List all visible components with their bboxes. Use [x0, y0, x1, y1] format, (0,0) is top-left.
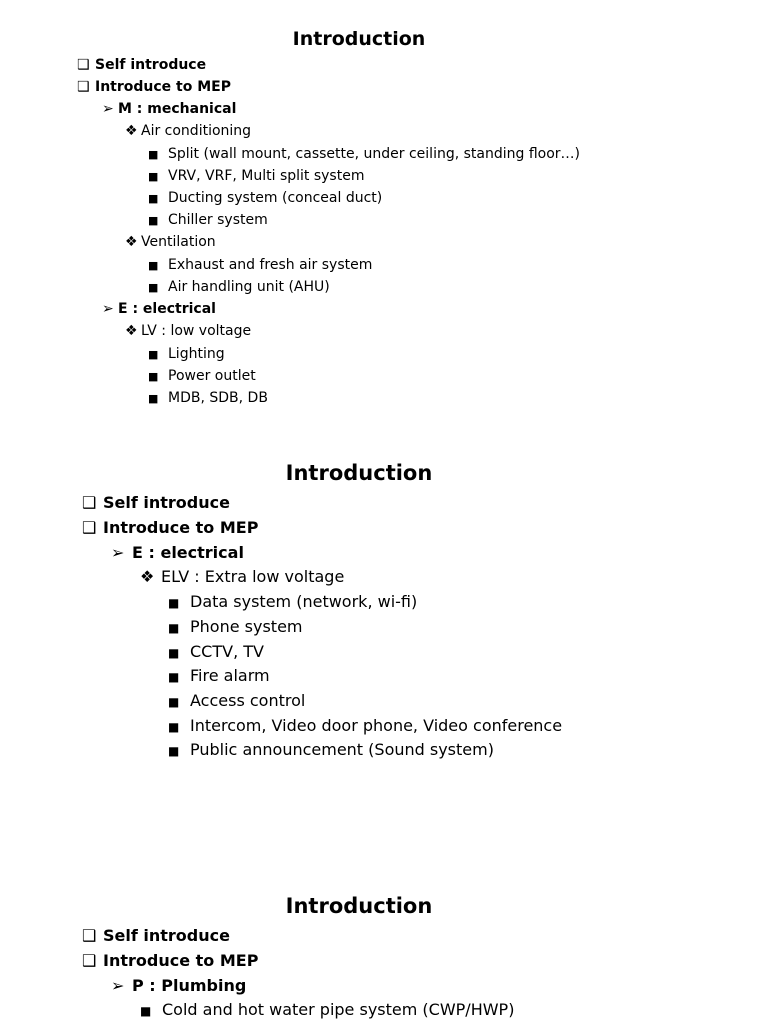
list-item-label: Phone system: [190, 617, 303, 636]
list-item-exhaust: [148, 257, 372, 273]
list-item-plumbing: [111, 976, 246, 995]
list-item-label: Air handling unit (AHU): [168, 279, 330, 295]
list-item-fire-alarm: [168, 666, 270, 685]
list-item-ahu: [148, 279, 330, 295]
list-item-low-voltage: [125, 323, 251, 339]
diamond-bullet-icon: ❖: [125, 323, 138, 339]
square-bullet-icon: ■: [168, 670, 180, 684]
slide-title: Introduction: [292, 28, 426, 50]
list-item-label: Self introduce: [103, 493, 230, 512]
checkbox-bullet-icon: ❑: [77, 79, 90, 95]
list-item-label: Cold and hot water pipe system (CWP/HWP): [162, 1000, 515, 1019]
square-bullet-icon: ■: [148, 370, 159, 383]
square-bullet-icon: ■: [168, 596, 180, 610]
list-item-mdb: [148, 390, 268, 406]
list-item-label: Self introduce: [95, 57, 207, 73]
square-bullet-icon: ■: [148, 281, 159, 294]
arrow-bullet-icon: ➢: [102, 301, 114, 317]
checkbox-bullet-icon: ❑: [82, 926, 97, 945]
square-bullet-icon: ■: [168, 720, 180, 734]
list-item-data-system: [168, 592, 417, 611]
square-bullet-icon: ■: [168, 621, 180, 635]
arrow-bullet-icon: ➢: [102, 101, 114, 117]
list-item-label: Access control: [190, 691, 306, 710]
list-item-power-outlet: [148, 368, 256, 384]
slide-title: Introduction: [285, 461, 433, 485]
list-item-label: Lighting: [168, 346, 225, 362]
list-item-public-announcement: [168, 740, 494, 759]
list-item-self-introduce: [82, 926, 230, 945]
list-item-intercom: [168, 716, 562, 735]
list-item-label: Chiller system: [168, 212, 268, 228]
diamond-bullet-icon: ❖: [125, 123, 138, 139]
list-item-ventilation: [125, 234, 216, 250]
list-item-introduce-mep: [82, 951, 258, 970]
square-bullet-icon: ■: [168, 646, 180, 660]
list-item-label: E : electrical: [132, 543, 244, 562]
list-item-label: E : electrical: [118, 301, 216, 317]
list-item-label: P : Plumbing: [132, 976, 247, 995]
list-item-lighting: [148, 346, 225, 362]
checkbox-bullet-icon: ❑: [82, 493, 97, 512]
list-item-label: Split (wall mount, cassette, under ceiling, standing floor…): [168, 146, 581, 162]
square-bullet-icon: ■: [148, 214, 159, 227]
list-item-label: Fire alarm: [190, 666, 270, 685]
list-item-air-conditioning: [125, 123, 251, 139]
list-item-label: Intercom, Video door phone, Video conference: [190, 716, 563, 735]
list-item-extra-low-voltage: [140, 567, 344, 586]
list-item-label: Introduce to MEP: [95, 79, 231, 95]
list-item-introduce-mep: [77, 79, 231, 95]
diamond-bullet-icon: ❖: [140, 567, 155, 586]
list-item-label: Ventilation: [141, 234, 216, 250]
list-item-access-control: [168, 691, 305, 710]
slide-title: Introduction: [285, 894, 433, 918]
list-item-label: Power outlet: [168, 368, 256, 384]
list-item-chiller: [148, 212, 268, 228]
list-item-self-introduce: [77, 57, 206, 73]
list-item-label: M : mechanical: [118, 101, 237, 117]
list-item-vrv: [148, 168, 364, 184]
list-item-label: ELV : Extra low voltage: [161, 567, 345, 586]
diamond-bullet-icon: ❖: [125, 234, 138, 250]
square-bullet-icon: ■: [140, 1004, 152, 1018]
list-item-label: Air conditioning: [141, 123, 252, 139]
list-item-label: LV : low voltage: [141, 323, 252, 339]
square-bullet-icon: ■: [148, 148, 159, 161]
square-bullet-icon: ■: [168, 695, 180, 709]
list-item-split: [148, 146, 580, 162]
list-item-ducting: [148, 190, 382, 206]
list-item-label: Introduce to MEP: [103, 518, 259, 537]
arrow-bullet-icon: ➢: [111, 543, 125, 562]
list-item-label: Ducting system (conceal duct): [168, 190, 383, 206]
list-item-water-pipe: [140, 1000, 514, 1019]
square-bullet-icon: ■: [148, 348, 159, 361]
list-item-self-introduce: [82, 493, 230, 512]
checkbox-bullet-icon: ❑: [82, 518, 97, 537]
list-item-electrical: [111, 543, 244, 562]
list-item-electrical: [102, 301, 216, 317]
list-item-label: MDB, SDB, DB: [168, 390, 268, 406]
checkbox-bullet-icon: ❑: [77, 57, 90, 73]
square-bullet-icon: ■: [148, 170, 159, 183]
square-bullet-icon: ■: [168, 744, 180, 758]
checkbox-bullet-icon: ❑: [82, 951, 97, 970]
list-item-label: Public announcement (Sound system): [190, 740, 494, 759]
list-item-phone-system: [168, 617, 303, 636]
list-item-introduce-mep: [82, 518, 258, 537]
list-item-label: CCTV, TV: [190, 642, 264, 661]
arrow-bullet-icon: ➢: [111, 976, 125, 995]
square-bullet-icon: ■: [148, 192, 159, 205]
list-item-label: Data system (network, wi-fi): [190, 592, 418, 611]
list-item-label: VRV, VRF, Multi split system: [168, 168, 365, 184]
list-item-mechanical: [102, 101, 236, 117]
list-item-label: Introduce to MEP: [103, 951, 259, 970]
list-item-label: Self introduce: [103, 926, 230, 945]
square-bullet-icon: ■: [148, 259, 159, 272]
list-item-cctv: [168, 642, 264, 661]
square-bullet-icon: ■: [148, 392, 159, 405]
list-item-label: Exhaust and fresh air system: [168, 257, 373, 273]
